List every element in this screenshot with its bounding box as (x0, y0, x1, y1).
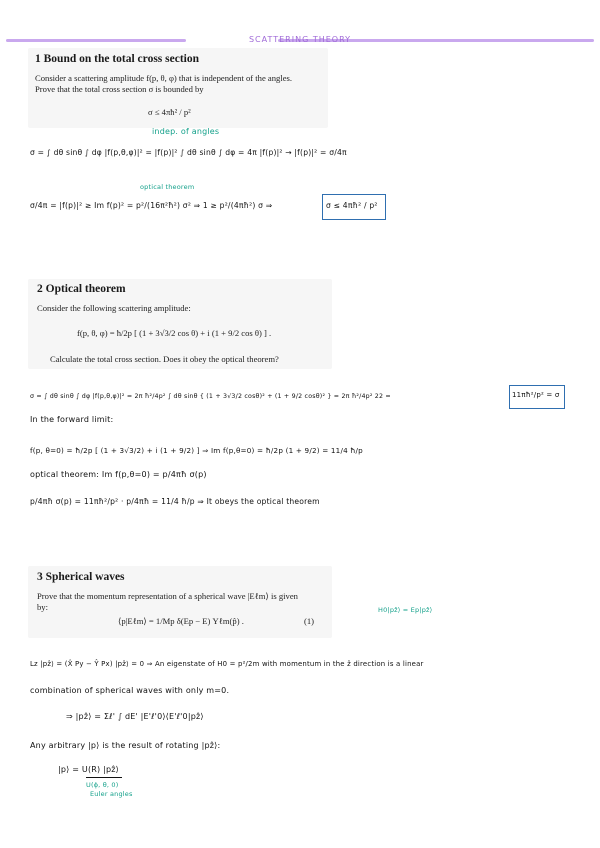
section-3-title: 3 Spherical waves (37, 571, 125, 583)
section-3-work-line-1: Lz |pẑ⟩ = (X̂ Py − Ŷ Px) |pẑ⟩ = 0 ⇒ An eigenstate of H0 = p²/2m with momentum in the ẑ direction is a linear (30, 660, 424, 668)
section-1-title: 1 Bound on the total cross section (35, 53, 199, 65)
section-1-bound-equation: σ ≤ 4πħ² / p² (148, 107, 191, 117)
section-3-text-line-2: by: (37, 602, 48, 612)
section-2-answer: 11πħ²/p² = σ (512, 391, 560, 399)
section-2-work-line-1: σ = ∫ dθ sinθ ∫ dφ |f(p,θ,φ)|² = 2π ħ²/4p² ∫ dθ sinθ { (1 + 3√3/2 cosθ)² + (1 + 9/2 cosθ)² } = 2π ħ²/4p² 22 = (30, 393, 391, 400)
section-1-work-line-2: σ/4π = |f(p)|² ≥ Im f(p)² = p²/(16π²ħ²) σ² ⇒ 1 ≥ p²/(4πħ²) σ ⇒ (30, 201, 273, 210)
section-2-text-line-1: Consider the following scattering amplitude: (37, 303, 191, 313)
section-2-title: 2 Optical theorem (37, 283, 126, 295)
section-1-work-line-1: σ = ∫ dθ sinθ ∫ dφ |f(p,θ,φ)|² = |f(p)|² ∫ dθ sinθ ∫ dφ = 4π |f(p)|² → |f(p)|² = σ/4π (30, 148, 347, 157)
section-2-work-line-5: p/4πħ σ(p) = 11πħ²/p² · p/4πħ = 11/4 ħ/p ⇒ It obeys the optical theorem (30, 497, 320, 506)
section-3-work-line-4: Any arbitrary |p⟩ is the result of rotating |pẑ⟩: (30, 741, 221, 750)
section-1-note: indep. of angles (152, 127, 220, 136)
section-1-answer: σ ≤ 4πħ² / p² (326, 201, 378, 210)
section-1-optical-label: optical theorem (140, 183, 195, 191)
section-2-work-line-3: f(p, θ=0) = ħ/2p [ (1 + 3√3/2) + i (1 + 9/2) ] ⇒ Im f(p,θ=0) = ħ/2p (1 + 9/2) = 11/4 ħ/p (30, 446, 363, 455)
section-3-side-note: H0|pẑ⟩ = Ep|pẑ⟩ (378, 606, 433, 614)
section-1-text-line-2: Prove that the total cross section σ is bounded by (35, 84, 204, 94)
section-2-work-line-2: In the forward limit: (30, 415, 114, 424)
section-3-equation: ⟨p|Eℓm⟩ = 1/Mp δ(Ep − E) Yℓm(p̂) . (118, 616, 244, 626)
section-3-work-line-2: combination of spherical waves with only m=0. (30, 686, 230, 695)
section-2-text-line-2: Calculate the total cross section. Does it obey the optical theorem? (50, 354, 279, 364)
section-3-work-line-5: |p⟩ = U(R) |pẑ⟩ (58, 765, 119, 774)
page-header-title: SCATTERING THEORY (248, 35, 352, 44)
section-3-text-line-1: Prove that the momentum representation of a spherical wave |Eℓm⟩ is given (37, 591, 298, 601)
section-3-work-line-3: ⇒ |pẑ⟩ = Σℓ' ∫ dE' |E'ℓ'0⟩⟨E'ℓ'0|pẑ⟩ (66, 712, 204, 721)
section-2-amplitude-equation: f(p, θ, φ) = ħ/2p [ (1 + 3√3/2 cos θ) + i (1 + 9/2 cos θ) ] . (77, 328, 272, 338)
section-3-work-line-7: Euler angles (90, 790, 133, 798)
section-2-work-line-4: optical theorem: Im f(p,θ=0) = p/4πħ σ(p) (30, 470, 207, 479)
section-3-rotation-underline (86, 777, 122, 778)
section-3-work-line-6: U(ϕ, θ, 0) (86, 781, 119, 789)
section-3-equation-number: (1) (304, 616, 315, 626)
section-1-text-line-1: Consider a scattering amplitude f(p, θ, φ) that is independent of the angles. (35, 73, 293, 83)
